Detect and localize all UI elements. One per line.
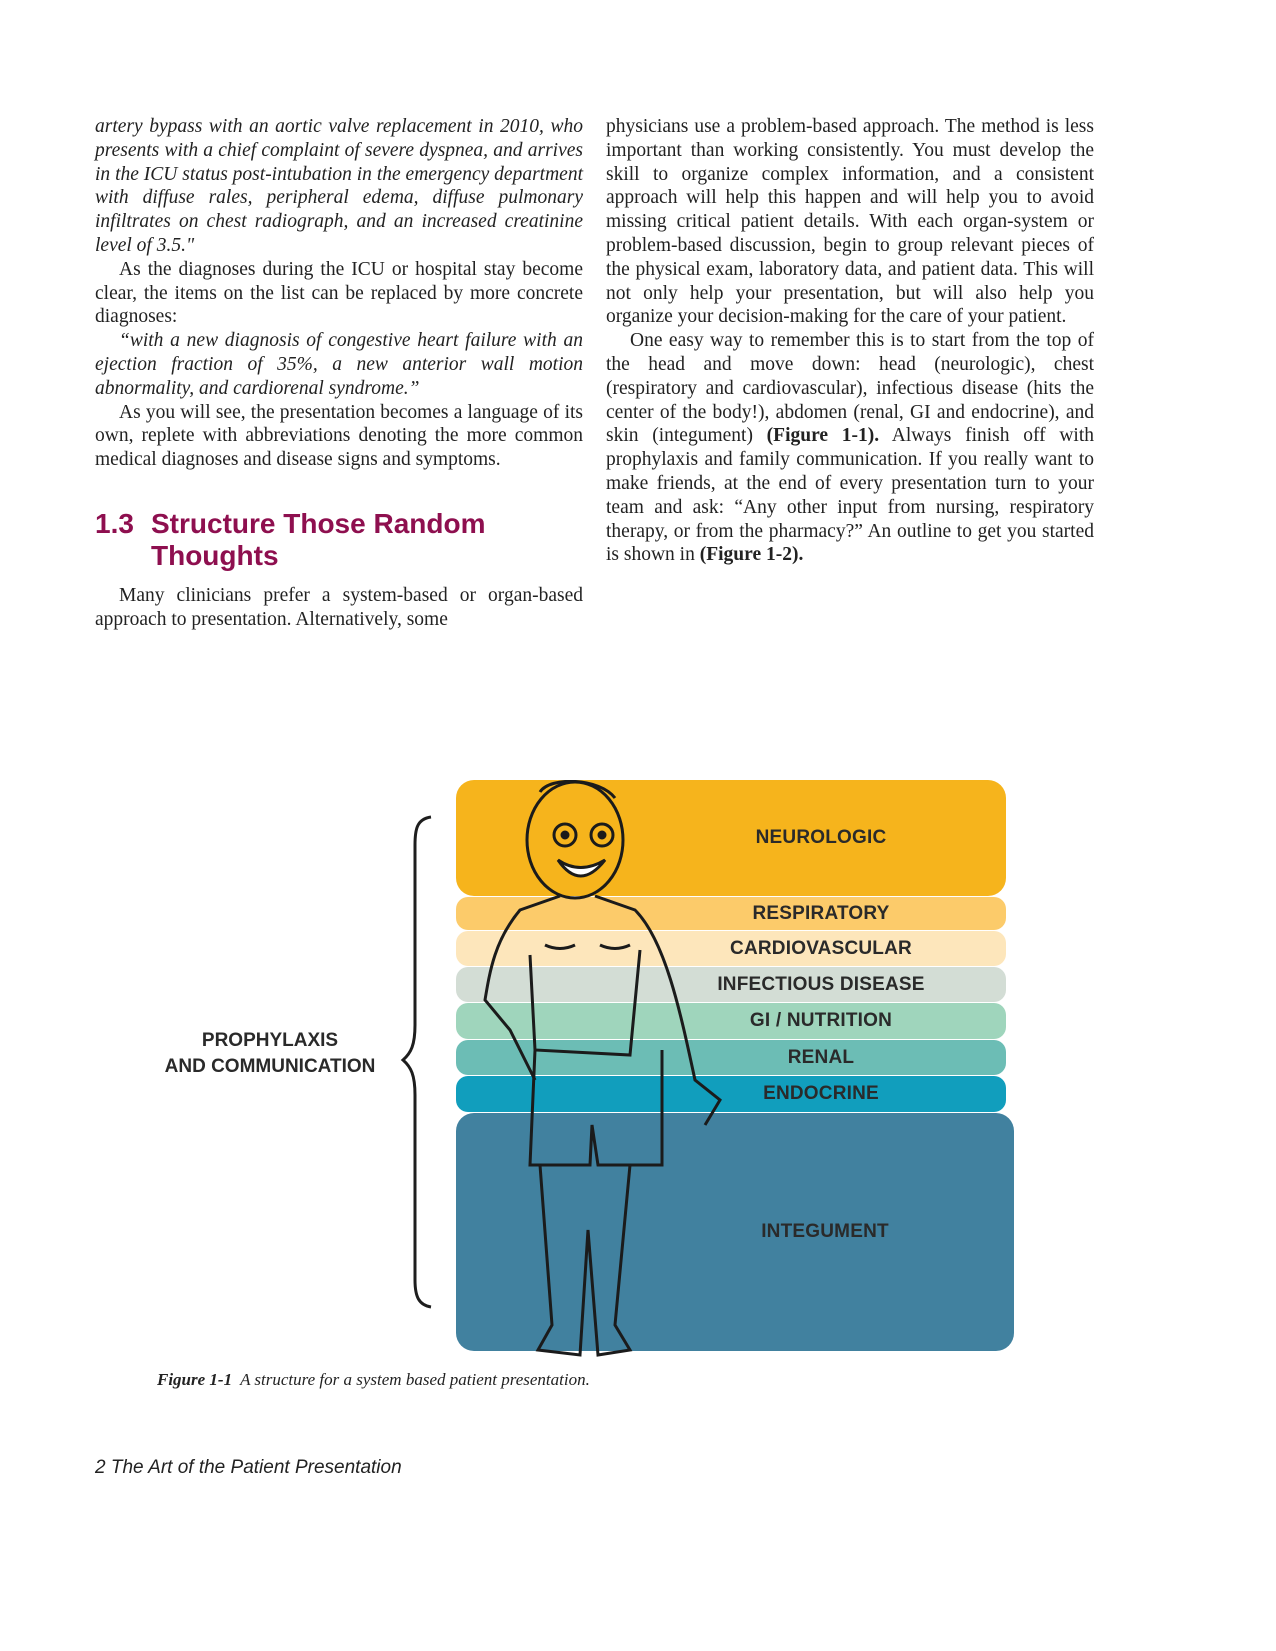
prophylaxis-label: [150, 1028, 390, 1080]
caption-text: A structure for a system based patient presentation.: [240, 1370, 590, 1389]
band-cardiovascular: CARDIOVASCULAR: [456, 931, 1006, 966]
band-respiratory: RESPIRATORY: [456, 897, 1006, 930]
section-number: 1.3: [95, 507, 134, 539]
text: One easy way to remember this is to start from the top of the head and move down: head (neurologic), chest (respiratory and cardiovascular), infectious disease (hits the center of the body!), abdomen (renal, GI and endocrine), and skin (integument): [606, 330, 1094, 447]
diagnosis-quote: “with a new diagnosis of congestive heart failure with an ejection fraction of 35%, a new anterior wall motion abnormality, and cardiorenal syndrome.”: [95, 330, 583, 399]
band-integument: INTEGUMENT: [456, 1113, 1014, 1351]
paragraph: [606, 329, 1094, 567]
case-quote-continued: artery bypass with an aortic valve replacement in 2010, who presents with a chief complaint of severe dyspnea, and arrives in the ICU status post-intubation in the emergency department with diffuse rales, peripheral edema, diffuse pulmonary infiltrates on chest radiograph, and an increased creatinine level of 3.5.": [95, 116, 583, 256]
band-gi-nutrition: GI / NUTRITION: [456, 1003, 1006, 1039]
caption-label: Figure 1-1: [157, 1370, 233, 1389]
label-line: PROPHYLAXIS: [201, 1030, 339, 1051]
figure-reference: (Figure 1-1).: [766, 425, 880, 447]
band-renal: RENAL: [456, 1040, 1006, 1075]
band-neurologic: NEUROLOGIC: [456, 780, 1006, 896]
paragraph: As the diagnoses during the ICU or hospital stay become clear, the items on the list can be replaced by more concrete diagnoses:: [95, 258, 583, 328]
figure-caption: [157, 1370, 590, 1390]
figure-reference: (Figure 1-2).: [699, 544, 804, 566]
band-endocrine: ENDOCRINE: [456, 1076, 1006, 1112]
section-title: Structure Those Random Thoughts: [151, 507, 486, 571]
page-footer: 2 The Art of the Patient Presentation: [95, 1457, 402, 1478]
left-column: [95, 115, 583, 632]
paragraph: Many clinicians prefer a system-based or organ-based approach to presentation. Alternatively, some: [95, 584, 583, 630]
section-heading: [95, 508, 583, 572]
person-illustration: [480, 780, 780, 1360]
text: Always finish off with prophylaxis and family communication. If you really want to make friends, at the end of every presentation turn to your team and ask: “Any other input from nursing, respiratory therapy, or from the pharmacy?” An outline to get you started is shown in: [606, 425, 1094, 566]
figure-1-1: [0, 760, 1276, 1370]
band-infectious-disease: INFECTIOUS DISEASE: [456, 967, 1006, 1002]
label-line: AND COMMUNICATION: [164, 1056, 376, 1077]
right-column: [606, 115, 1094, 567]
curly-brace-icon: [395, 815, 435, 1310]
paragraph: physicians use a problem-based approach. The method is less important than working consistently. You must develop the skill to organize complex information, and a consistent approach will help this happen and will help you to avoid missing critical patient details. With each organ-system or problem-based discussion, begin to group relevant pieces of the physical exam, laboratory data, and patient data. This will not only help your presentation, but will also help you organize your decision-making for the care of your patient.: [606, 116, 1094, 328]
paragraph: As you will see, the presentation becomes a language of its own, replete with abbreviations denoting the more common medical diagnoses and disease signs and symptoms.: [95, 401, 583, 471]
